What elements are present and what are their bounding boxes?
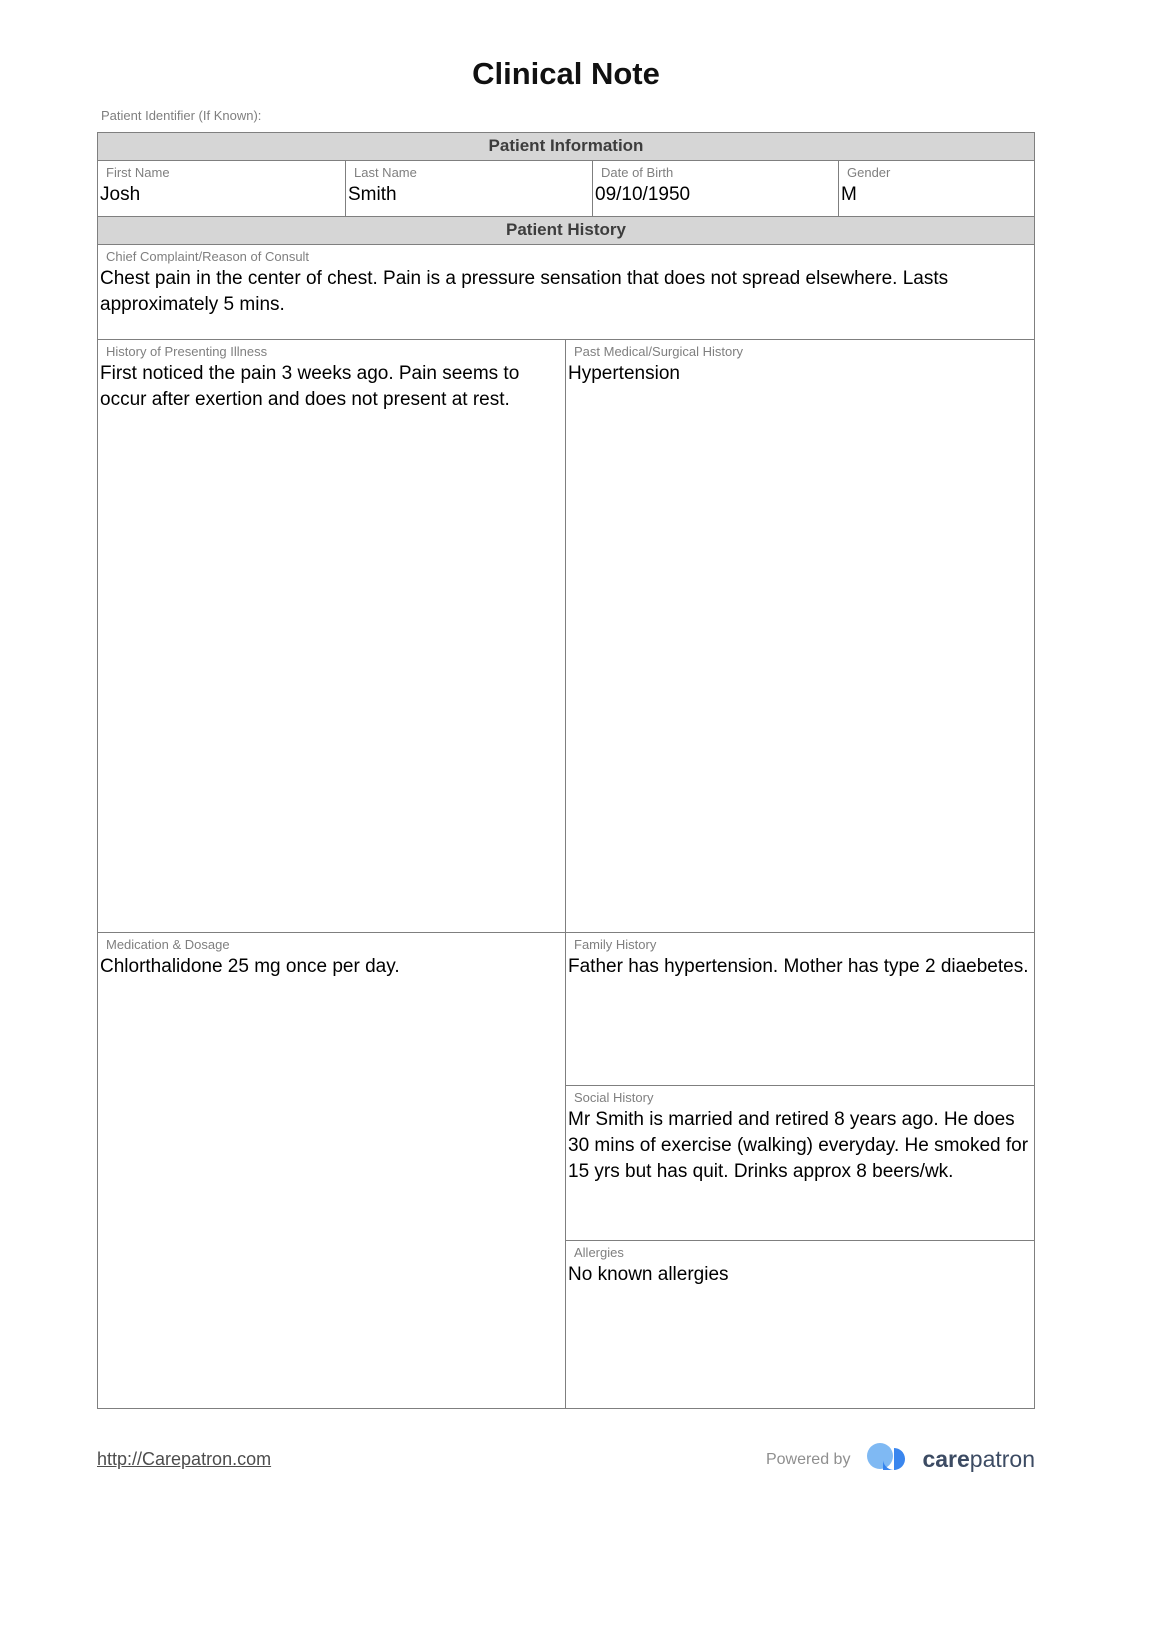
- powered-by: [766, 1439, 1035, 1480]
- field-first-name: [98, 161, 346, 216]
- field-history-of-presenting-illness: [98, 340, 566, 932]
- last-name-label: Last Name: [354, 165, 417, 180]
- field-social-history: [566, 1086, 1034, 1241]
- allergies-value: No known allergies: [568, 1264, 729, 1285]
- date-of-birth-value: 09/10/1950: [595, 184, 691, 205]
- date-of-birth-label: Date of Birth: [601, 165, 674, 180]
- chief-complaint-value: Chest pain in the center of chest. Pain is a pressure sensation that does not spread elsewhere. Lasts approximately 5 mins.: [100, 268, 949, 315]
- clinical-note-table: [97, 132, 1035, 1409]
- field-gender: [839, 161, 1034, 216]
- history-of-presenting-illness-value: First noticed the pain 3 weeks ago. Pain seems to occur after exertion and does not present at rest.: [100, 363, 520, 410]
- first-name-label: First Name: [106, 165, 170, 180]
- field-allergies: [566, 1241, 1034, 1408]
- field-last-name: [346, 161, 593, 216]
- chief-complaint-label: Chief Complaint/Reason of Consult: [106, 249, 310, 264]
- field-medication-dosage: [98, 933, 566, 1408]
- history-of-presenting-illness-label: History of Presenting Illness: [106, 344, 268, 359]
- social-history-label: Social History: [574, 1090, 654, 1105]
- field-date-of-birth: [593, 161, 839, 216]
- medication-dosage-value: Chlorthalidone 25 mg once per day.: [100, 956, 400, 977]
- brand-patron: patron: [969, 1446, 1035, 1472]
- last-name-value: Smith: [348, 184, 397, 205]
- section-header-patient-information: Patient Information: [98, 133, 1034, 161]
- social-history-value: Mr Smith is married and retired 8 years ago. He does 30 mins of exercise (walking) everyday. He smoked for 15 yrs but has quit. Drinks approx 8 beers/wk.: [568, 1109, 1029, 1182]
- gender-label: Gender: [847, 165, 891, 180]
- patient-info-row: [98, 161, 1034, 217]
- right-history-stack: [566, 933, 1034, 1408]
- history-row: [98, 340, 1034, 933]
- gender-value: M: [841, 184, 857, 205]
- carepatron-link[interactable]: http://Carepatron.com: [97, 1449, 272, 1469]
- brand-care: care: [922, 1446, 970, 1472]
- field-past-medical-surgical-history: [566, 340, 1034, 932]
- allergies-label: Allergies: [574, 1245, 624, 1260]
- footer: [97, 1439, 1035, 1480]
- clinical-note-document: [97, 0, 1035, 1480]
- medication-family-row: [98, 933, 1034, 1408]
- field-family-history: [566, 933, 1034, 1086]
- past-medical-surgical-history-value: Hypertension: [568, 363, 680, 384]
- carepatron-logo-icon: [864, 1439, 908, 1480]
- past-medical-surgical-history-label: Past Medical/Surgical History: [574, 344, 744, 359]
- section-header-patient-history: Patient History: [98, 217, 1034, 245]
- first-name-value: Josh: [100, 184, 141, 205]
- carepatron-wordmark: [922, 1446, 1035, 1473]
- field-chief-complaint: [98, 245, 1034, 340]
- family-history-label: Family History: [574, 937, 657, 952]
- powered-by-label: Powered by: [765, 1450, 851, 1468]
- page-title: Clinical Note: [472, 56, 660, 91]
- patient-identifier-label: Patient Identifier (If Known):: [101, 108, 262, 123]
- family-history-value: Father has hypertension. Mother has type 2 diaebetes.: [568, 956, 1029, 977]
- medication-dosage-label: Medication & Dosage: [106, 937, 230, 952]
